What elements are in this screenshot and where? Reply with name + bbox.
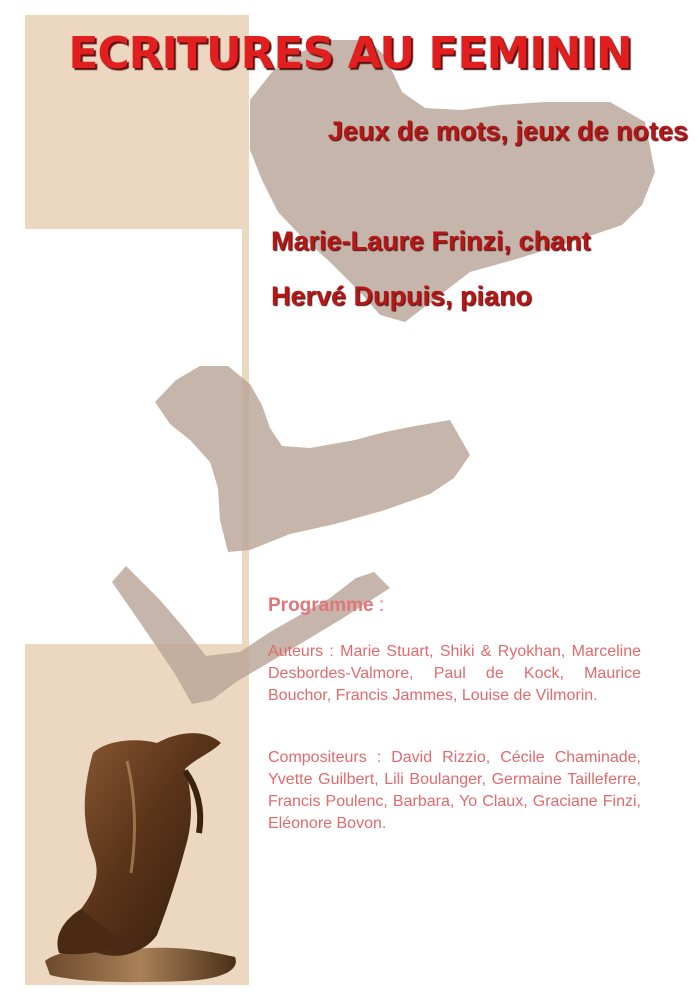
performer-pianist: Hervé Dupuis, piano (271, 281, 533, 311)
programme-composers: Compositeurs : David Rizzio, Cécile Chaminade, Yvette Guilbert, Lili Boulanger, Germaine Tailleferre, Francis Poulenc, Barbara, Yo Claux, Graciane Finzi, Eléonore Bovon. (268, 749, 641, 832)
performer-singer: Marie-Laure Frinzi, chant (271, 226, 591, 256)
poster-title: ECRITURES AU FEMININ (68, 28, 632, 79)
programme-heading-label: Programme (268, 595, 374, 616)
sculpture-icon (35, 713, 245, 985)
swirl-shape (155, 366, 470, 552)
programme-heading-colon: : (373, 595, 385, 616)
programme-authors: Auteurs : Marie Stuart, Shiki & Ryokhan, Marceline Desbordes-Valmore, Paul de Kock, Maurice Bouchor, Francis Jammes, Louise de Vilmorin. (268, 643, 641, 704)
heart-shape (250, 40, 655, 322)
programme-heading (268, 595, 384, 617)
poster-subtitle: Jeux de mots, jeux de notes (327, 116, 688, 146)
